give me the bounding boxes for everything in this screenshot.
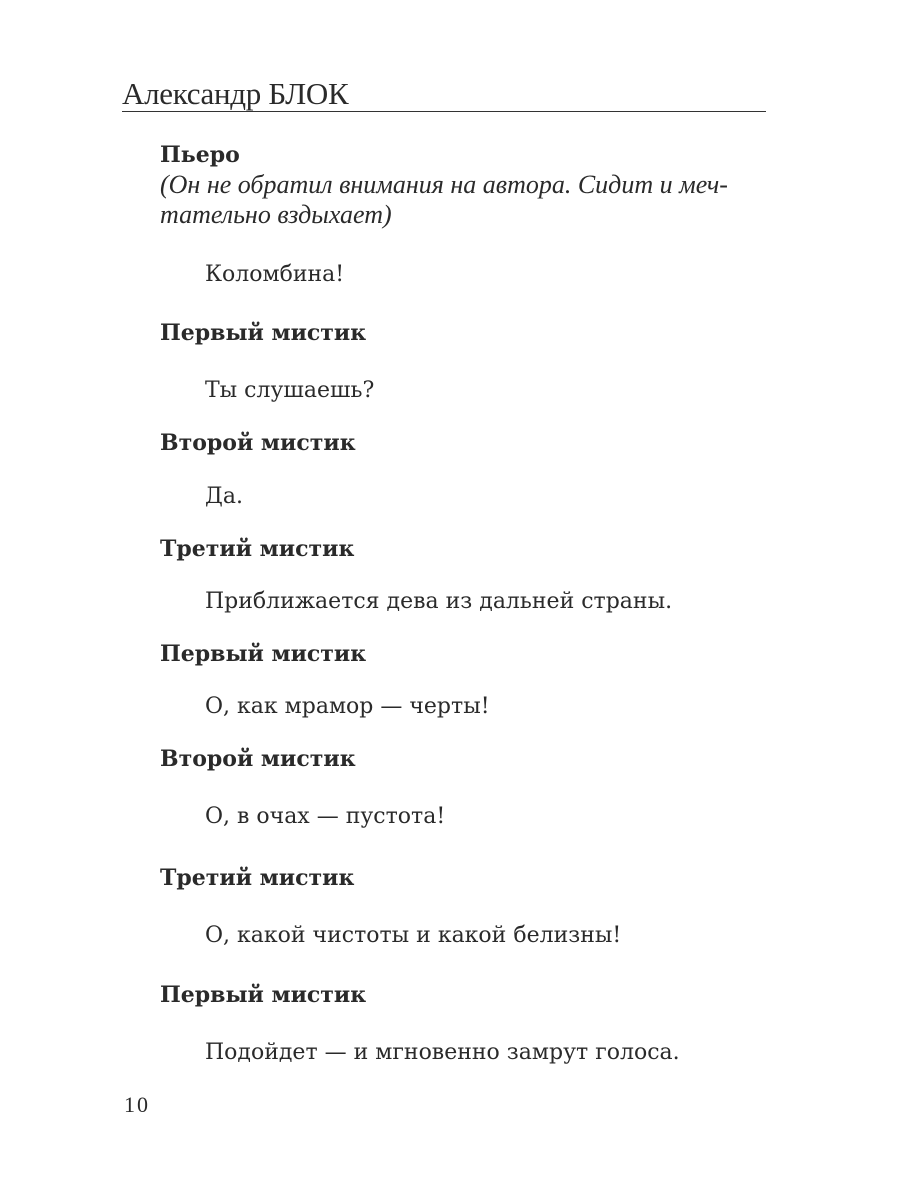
dialogue-line: Подойдет — и мгновенно замрут голоса. [205,1040,680,1065]
speaker-name: Первый мистик [160,320,367,346]
speaker-name: Третий мистик [160,865,355,891]
page-number: 10 [124,1092,150,1117]
speaker-name: Первый мистик [160,982,367,1008]
speaker-name: Третий мистик [160,536,355,562]
dialogue-line: Коломбина! [205,262,345,287]
dialogue-line: Приближается дева из дальней страны. [205,589,673,614]
stage-direction-line: (Он не обратил внимания на автора. Сидит и меч- [160,170,728,199]
speaker-name: Второй мистик [160,430,356,456]
dialogue-line: О, в очах — пустота! [205,804,446,829]
speaker-name: Пьеро [160,142,240,168]
speaker-name: Первый мистик [160,641,367,667]
stage-direction-line: тательно вздыхает) [160,200,392,229]
dialogue-line: Да. [205,484,243,509]
dialogue-line: Ты слушаешь? [205,378,375,403]
header-rule [122,111,766,112]
speaker-name: Второй мистик [160,746,356,772]
dialogue-line: О, как мрамор — черты! [205,694,490,719]
running-head-author: Александр БЛОК [122,76,349,111]
dialogue-line: О, какой чистоты и какой белизны! [205,923,622,948]
